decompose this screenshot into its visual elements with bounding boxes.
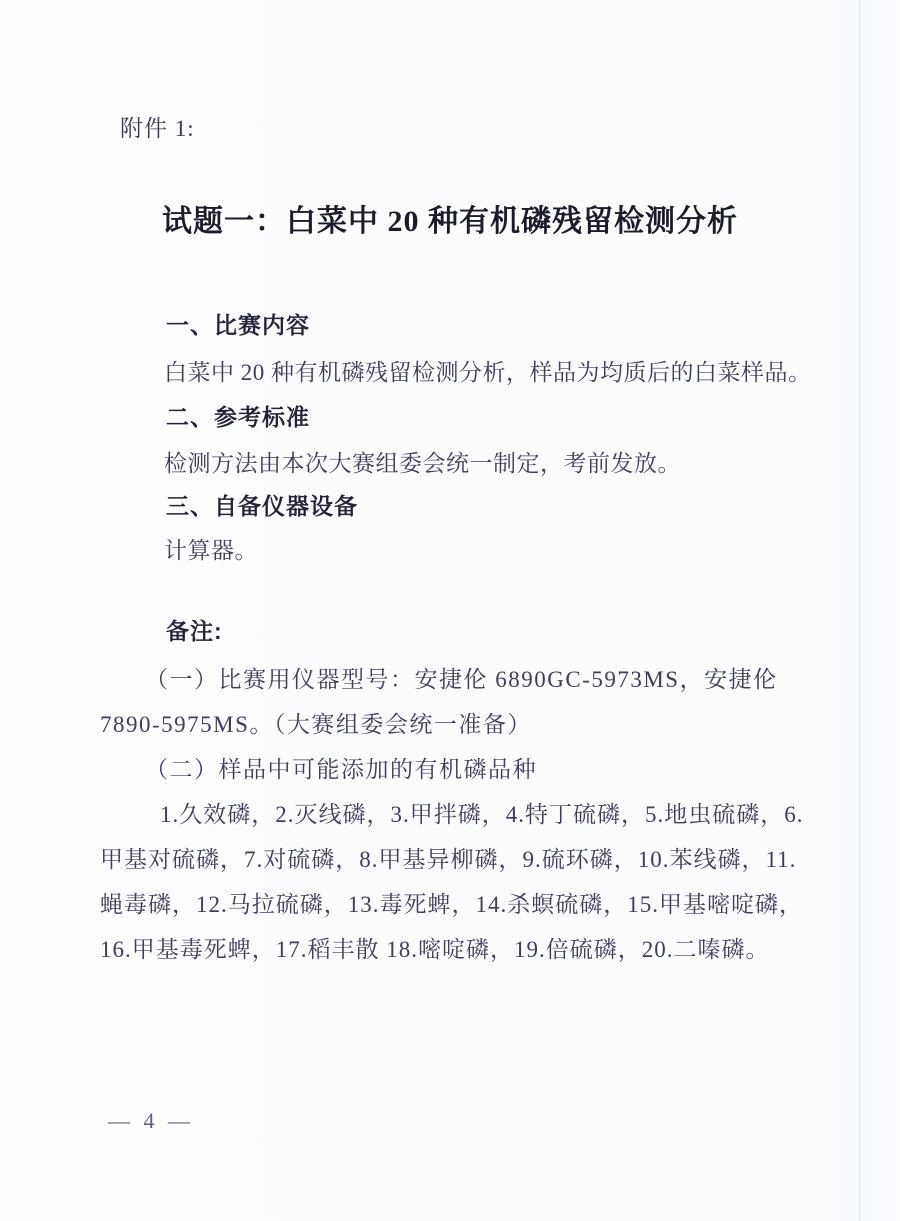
section-1-body: 白菜中 20 种有机磷残留检测分析，样品为均质后的白菜样品。 <box>164 360 812 385</box>
section-2-body: 检测方法由本次大赛组委会统一制定，考前发放。 <box>164 451 681 476</box>
pesticide-list-line-1: 1.久效磷，2.灭线磷，3.甲拌磷，4.特丁硫磷，5.地虫硫磷，6. <box>160 802 804 827</box>
section-2-heading: 二、参考标准 <box>166 404 310 430</box>
scan-edge-artifact <box>858 0 861 1221</box>
notes-heading: 备注: <box>166 618 223 644</box>
pesticide-list-line-4: 16.甲基毒死蜱，17.稻丰散 18.嘧啶磷，19.倍硫磷，20.二嗪磷。 <box>100 937 770 962</box>
note-item-1-line-2: 7890-5975MS。（大赛组委会统一准备） <box>100 712 532 737</box>
section-3-body: 计算器。 <box>164 538 258 563</box>
attachment-label: 附件 1: <box>120 116 195 141</box>
pesticide-list-line-3: 蝇毒磷，12.马拉硫磷，13.毒死蜱，14.杀螟硫磷，15.甲基嘧啶磷， <box>100 892 803 917</box>
note-item-2: （二）样品中可能添加的有机磷品种 <box>145 757 537 782</box>
note-item-1-line-1: （一）比赛用仪器型号：安捷伦 6890GC-5973MS，安捷伦 <box>145 667 778 692</box>
section-3-heading: 三、自备仪器设备 <box>166 493 358 519</box>
document-title: 试题一：白菜中 20 种有机磷残留检测分析 <box>162 205 738 238</box>
page-number: — 4 — <box>108 1108 194 1133</box>
section-1-heading: 一、比赛内容 <box>166 312 310 338</box>
pesticide-list-line-2: 甲基对硫磷，7.对硫磷，8.甲基异柳磷，9.硫环磷，10.苯线磷，11. <box>100 847 797 872</box>
